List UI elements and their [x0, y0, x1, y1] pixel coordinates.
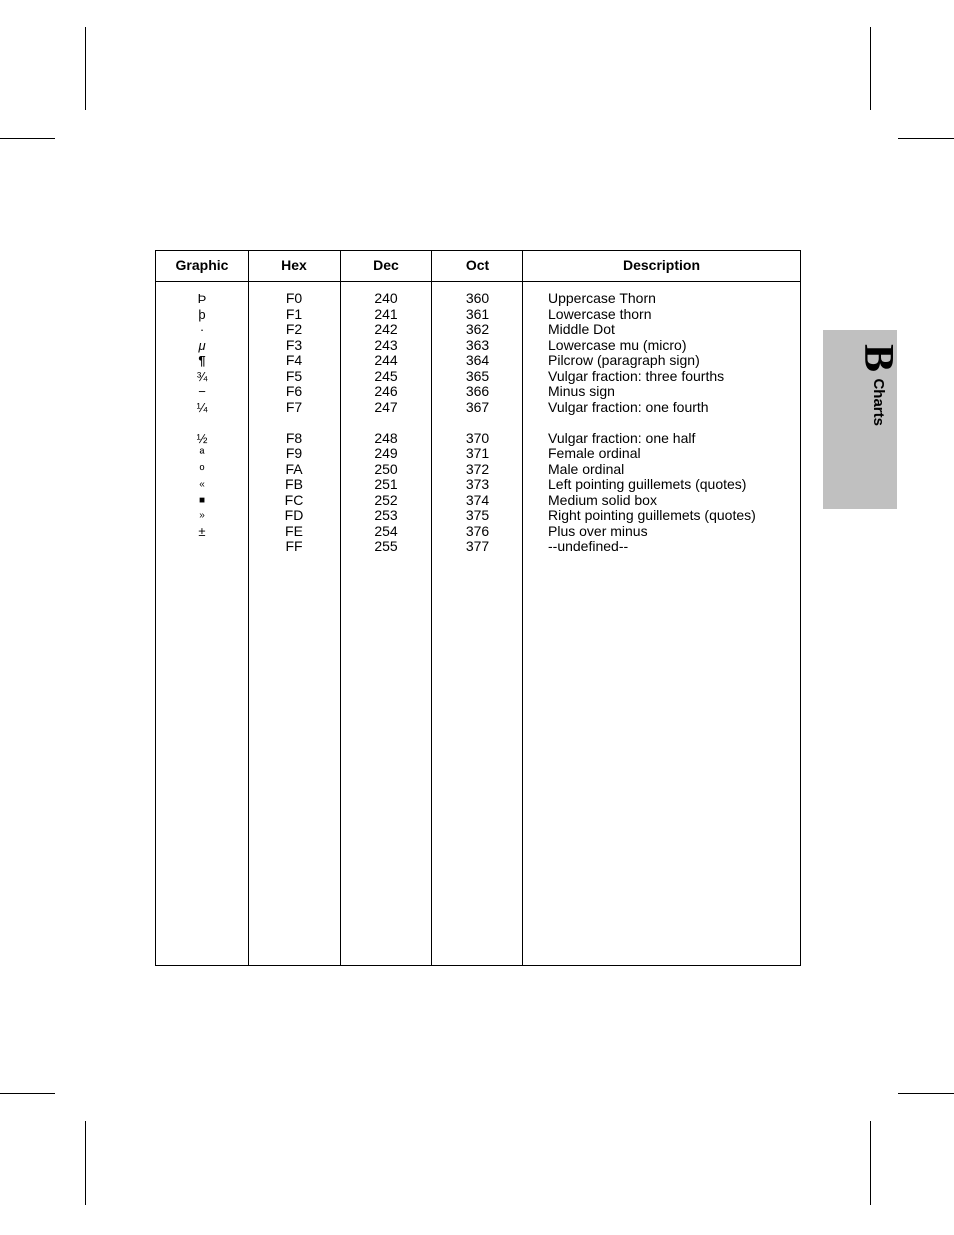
description-cell: Middle Dot [548, 321, 615, 337]
graphic-cell: º [199, 461, 205, 477]
table-row [156, 431, 800, 447]
character-chart-table [155, 250, 801, 966]
hex-cell: F4 [285, 352, 303, 368]
oct-cell: 362 [465, 321, 490, 337]
oct-cell: 370 [465, 429, 490, 446]
graphic-cell: μ [198, 337, 206, 353]
dec-cell: 247 [374, 398, 398, 415]
table-row [156, 477, 800, 493]
header-description: Description [622, 257, 700, 273]
description-cell: Male ordinal [548, 460, 625, 477]
section-label: Charts [870, 378, 887, 426]
hex-cell: FC [284, 491, 304, 508]
hex-cell: F8 [285, 429, 303, 446]
dec-cell: 244 [374, 352, 398, 368]
oct-cell: 371 [465, 445, 490, 461]
dec-cell: 242 [374, 321, 398, 337]
description-cell: Vulgar fraction: one half [548, 429, 696, 446]
hex-cell: FB [285, 476, 303, 492]
graphic-cell: « [199, 479, 205, 490]
header-oct: Oct [465, 257, 490, 273]
oct-cell: 373 [465, 476, 490, 492]
oct-cell: 374 [465, 491, 490, 508]
table-row [156, 291, 800, 307]
graphic-cell: ¼ [196, 399, 208, 415]
crop-mark [870, 27, 871, 110]
graphic-cell: · [199, 322, 205, 337]
table-row [156, 353, 800, 369]
hex-cell: FD [284, 507, 304, 523]
crop-mark [898, 138, 954, 139]
oct-cell: 365 [465, 367, 490, 384]
table-row [156, 524, 800, 540]
oct-cell: 361 [465, 305, 490, 322]
section-letter: B [855, 344, 901, 373]
graphic-cell: ª [199, 446, 205, 461]
graphic-cell: ½ [196, 430, 208, 446]
header-divider [156, 281, 800, 282]
dec-cell: 249 [374, 445, 398, 461]
dec-cell: 253 [374, 507, 398, 523]
table-row [156, 462, 800, 478]
description-cell: Vulgar fraction: one fourth [548, 398, 709, 415]
description-cell: --undefined-- [548, 538, 629, 554]
oct-cell: 360 [465, 290, 490, 306]
hex-cell: F1 [285, 305, 303, 322]
hex-cell: FF [285, 538, 303, 554]
table-row [156, 508, 800, 524]
dec-cell: 250 [374, 460, 398, 477]
table-row [156, 322, 800, 338]
graphic-cell: ■ [198, 494, 206, 506]
oct-cell: 363 [465, 336, 490, 353]
hex-cell: F0 [285, 290, 303, 306]
header-dec: Dec [373, 257, 399, 273]
description-cell: Left pointing guillemets (quotes) [548, 476, 747, 492]
hex-cell: F5 [285, 367, 303, 384]
hex-cell: F7 [285, 398, 303, 415]
crop-mark [0, 138, 55, 139]
dec-cell: 255 [374, 538, 398, 554]
dec-cell: 252 [374, 491, 398, 508]
table-row [156, 400, 800, 416]
description-cell: Lowercase thorn [548, 305, 652, 322]
hex-cell: F3 [285, 336, 303, 353]
table-row [156, 307, 800, 323]
oct-cell: 366 [465, 383, 490, 399]
header-graphic: Graphic [175, 257, 229, 273]
description-cell: Vulgar fraction: three fourths [548, 367, 725, 384]
crop-mark [898, 1093, 954, 1094]
graphic-cell: » [199, 510, 205, 521]
dec-cell: 254 [374, 522, 398, 539]
oct-cell: 377 [465, 538, 490, 554]
dec-cell: 251 [374, 476, 398, 492]
dec-cell: 248 [374, 429, 398, 446]
oct-cell: 372 [465, 460, 490, 477]
hex-cell: F2 [285, 321, 303, 337]
section-tab [823, 330, 901, 509]
hex-cell: F6 [285, 383, 303, 399]
graphic-cell: þ [198, 306, 206, 322]
crop-mark [85, 27, 86, 110]
graphic-cell: Þ [197, 291, 207, 306]
crop-mark [0, 1093, 55, 1094]
table-row [156, 338, 800, 354]
dec-cell: 246 [374, 383, 398, 399]
hex-cell: FA [285, 460, 303, 477]
oct-cell: 364 [465, 352, 490, 368]
hex-cell: F9 [285, 445, 303, 461]
dec-cell: 241 [374, 305, 398, 322]
oct-cell: 375 [465, 507, 490, 523]
description-cell: Pilcrow (paragraph sign) [548, 352, 700, 368]
crop-mark [85, 1121, 86, 1205]
dec-cell: 245 [374, 367, 398, 384]
graphic-cell: − [198, 384, 206, 399]
description-cell: Lowercase mu (micro) [548, 336, 687, 353]
table-row [156, 369, 800, 385]
table-row [156, 493, 800, 509]
description-cell: Plus over minus [548, 522, 648, 539]
dec-cell: 243 [374, 336, 398, 353]
description-cell: Minus sign [548, 383, 615, 399]
section-tab-text [857, 344, 899, 426]
oct-cell: 367 [465, 398, 490, 415]
header-hex: Hex [281, 257, 307, 273]
description-cell: Right pointing guillemets (quotes) [548, 507, 756, 523]
description-cell: Medium solid box [548, 491, 657, 508]
table-row [156, 539, 800, 555]
table-row [156, 384, 800, 400]
graphic-cell: ¶ [198, 353, 206, 368]
oct-cell: 376 [465, 522, 490, 539]
graphic-cell: ¾ [196, 368, 208, 384]
description-cell: Female ordinal [548, 445, 641, 461]
table-row [156, 446, 800, 462]
dec-cell: 240 [374, 290, 398, 306]
graphic-cell: ± [198, 523, 206, 539]
description-cell: Uppercase Thorn [548, 290, 656, 306]
hex-cell: FE [285, 522, 303, 539]
crop-mark [870, 1121, 871, 1205]
